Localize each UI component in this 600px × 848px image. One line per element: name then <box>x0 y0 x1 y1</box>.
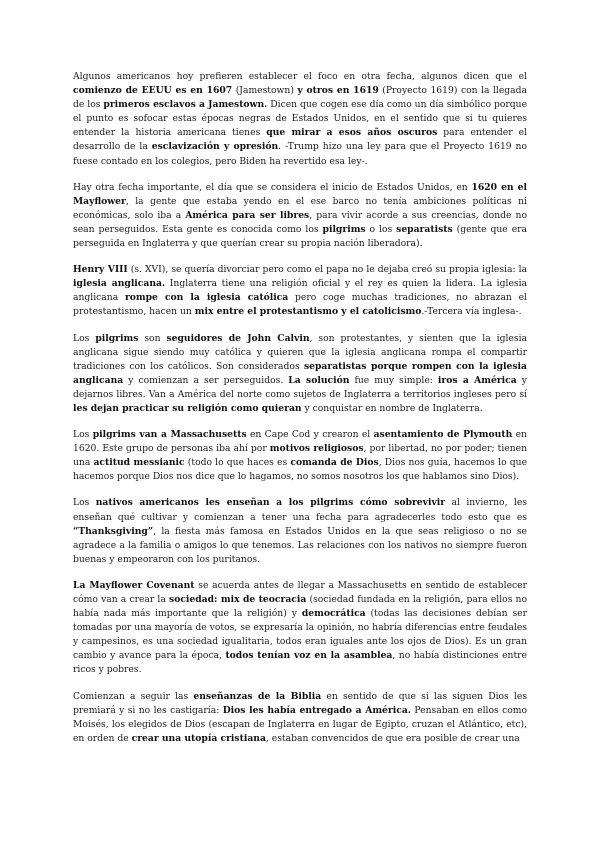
text-run: son <box>138 332 167 344</box>
bold-text: que mirar a esos años oscuros <box>266 127 438 139</box>
paragraph-1 <box>73 70 527 169</box>
text-run: para entender el desarrollo de la <box>73 127 527 153</box>
paragraph-4 <box>73 332 527 417</box>
paragraph-7 <box>73 579 527 678</box>
bold-text: rompe con la iglesia católica <box>124 292 289 304</box>
bold-text: La solución <box>288 374 350 386</box>
bold-text: “Thanksgiving” <box>73 525 154 537</box>
text-run: Los <box>73 429 93 441</box>
bold-text: seguidores de John Calvin <box>166 332 310 344</box>
bold-text: actitud messianic <box>93 457 185 469</box>
bold-text: pilgrims van a Massachusetts <box>92 429 247 441</box>
bold-text: democrática <box>301 608 366 620</box>
text-run: . -Trump hizo una ley para que el Proyecto 1619 no fuese contado en los colegios, pero Biden ha revertido esa ley-. <box>73 141 528 167</box>
text-run: fue muy simple: <box>349 374 438 386</box>
bold-text: todos tenían voz en la asamblea <box>225 650 393 662</box>
text-run: , la fiesta más famosa en Estados Unidos en la que seas religioso o no se agradece a la familia o amigos lo que tenemos. Las relaciones con los nativos no siempre fueron buenas y empeoraron con los puritanos. <box>73 525 527 565</box>
text-run: en sentido de que si las siguen Dios les premiará y si no les castigaría: <box>73 690 528 716</box>
bold-text: América para ser libres <box>185 209 310 221</box>
text-run: , por libertad, no por poder; tienen una <box>73 443 527 469</box>
bold-text: nativos americanos les enseñan a los pilgrims cómo sobrevivir <box>95 497 446 509</box>
text-run: Los <box>73 332 96 344</box>
bold-text: separatists <box>396 223 453 235</box>
text-run: al invierno, les enseñan qué cultivar y comienzan a tener una fecha para agradecerles todo esto que es <box>73 497 527 523</box>
bold-text: comienzo de EEUU es en 1607 <box>73 85 233 97</box>
text-run: , Dios nos guía, hacemos lo que hacemos porque Dios nos dice que lo hagamos, no somos nosotros los que hablamos sino Dios). <box>73 457 528 483</box>
bold-text: iglesia anglicana. <box>73 278 166 290</box>
text-run: , son protestantes, y sienten que la iglesia anglicana sigue siendo muy católica y quieren que la iglesia anglicana rompa el compartir tradiciones con los católicos. Son considerados <box>73 332 527 372</box>
text-run: Inglaterra tiene una religión oficial y el rey es quien la lidera. La iglesia anglicana <box>73 278 528 304</box>
text-run: y conquistar en nombre de Inglaterra. <box>301 402 483 414</box>
text-run: Algunos americanos hoy prefieren establecer el foco en otra fecha, algunos dicen que el <box>73 71 527 82</box>
bold-text: iros a América <box>437 374 517 386</box>
text-run: , estaban convencidos de que era posible de crear una <box>265 732 520 744</box>
text-run: o los <box>365 223 397 235</box>
text-run: pero coge muchas tradiciones, no abrazan el protestantismo, hacen un <box>73 292 527 318</box>
bold-text: Dios les había entregado a América. <box>222 704 411 716</box>
text-run: .-Tercera vía inglesa-. <box>421 306 522 318</box>
bold-text: Henry VIII <box>73 264 128 276</box>
bold-text: pilgrims <box>322 223 366 235</box>
text-run: (todas las decisiones debían ser tomadas por una mayoría de votos, se expresaría la opinión, no habría diferencias entre feudales y campesinos, es una sociedad igualitaria, todos eran iguales ante los ojos de Dios). Es un gran cambio y avance para la época, <box>73 608 527 662</box>
bold-text: La Mayflower Covenant <box>73 579 195 591</box>
text-run: se acuerda antes de llegar a Massachusetts en sentido de establecer cómo van a crear la <box>73 579 527 605</box>
text-run: , no había distinciones entre ricos y pobres. <box>73 650 527 676</box>
paragraph-5 <box>73 428 527 484</box>
text-run: (Proyecto 1619) con la llegada de los <box>73 85 528 111</box>
bold-text: enseñanzas de la Biblia <box>193 690 322 702</box>
bold-text: crear una utopía cristiana <box>131 732 266 744</box>
text-run: en 1620. Este grupo de personas iba ahí por <box>73 429 527 455</box>
text-run: Hay otra fecha importante, el día que se considera el inicio de Estados Unidos, en <box>73 181 472 193</box>
bold-text: y otros en 1619 <box>297 85 379 97</box>
paragraph-2 <box>73 181 527 251</box>
text-run: Pensaban en ellos como Moisés, los elegidos de Dios (escapan de Inglaterra en lugar de Egipto, cruzan el Atlántico, etc), en orden de <box>73 704 528 744</box>
paragraph-8 <box>73 690 527 746</box>
bold-text: motivos religiosos <box>269 443 364 455</box>
text-run: Los <box>73 497 96 509</box>
bold-text: separatistas porque rompen con la iglesia anglicana <box>73 360 527 386</box>
bold-text: sociedad: mix de teocracia <box>169 594 307 605</box>
text-run: (Jamestown) <box>232 85 298 97</box>
paragraph-6 <box>73 496 527 566</box>
text-run: Comienzan a seguir las <box>73 690 194 702</box>
text-run: y comienzan a ser perseguidos. <box>123 374 289 386</box>
bold-text: mix entre el protestantismo y el catolicismo <box>194 306 422 318</box>
text-run: (s. XVI), se quería divorciar pero como el papa no le dejaba creó su propia iglesia: la <box>127 264 527 276</box>
text-run: Dicen que cogen ese día como un día simbólico porque el punto es sofocar estas épocas negras de Estados Unidos, en el sentido que si tu quieres entender la historia americana tienes <box>73 99 528 139</box>
text-run: en Cape Cod y crearon el <box>246 429 374 441</box>
text-run: y dejarnos libres. Van a América del norte como sujetos de Inglaterra a territorios ingleses pero sí <box>73 374 527 400</box>
text-run: , para vivir acorde a sus creencias, donde no sean perseguidos. Esta gente es conocida como los <box>73 209 527 235</box>
paragraph-3 <box>73 263 527 319</box>
bold-text: primeros esclavos a Jamestown. <box>103 99 268 111</box>
text-run: (sociedad fundada en la religión, para ellos no había nada más importante que la religión) y <box>73 594 528 620</box>
text-run: (gente que era perseguida en Inglaterra y que querían crear su propia nación liberadora). <box>73 223 527 250</box>
bold-text: asentamiento de Plymouth <box>373 429 513 441</box>
text-run: , la gente que estaba yendo en el ese barco no tenía ambiciones políticas ni económicas, solo iba a <box>73 195 527 221</box>
bold-text: esclavización y opresión <box>151 141 279 153</box>
text-run: (todo lo que haces es <box>184 457 291 469</box>
bold-text: comanda de Dios <box>290 457 379 469</box>
bold-text: 1620 en el Mayflower <box>73 181 527 207</box>
bold-text: pilgrims <box>95 332 139 344</box>
bold-text: les dejan practicar su religión como quieran <box>73 402 302 414</box>
